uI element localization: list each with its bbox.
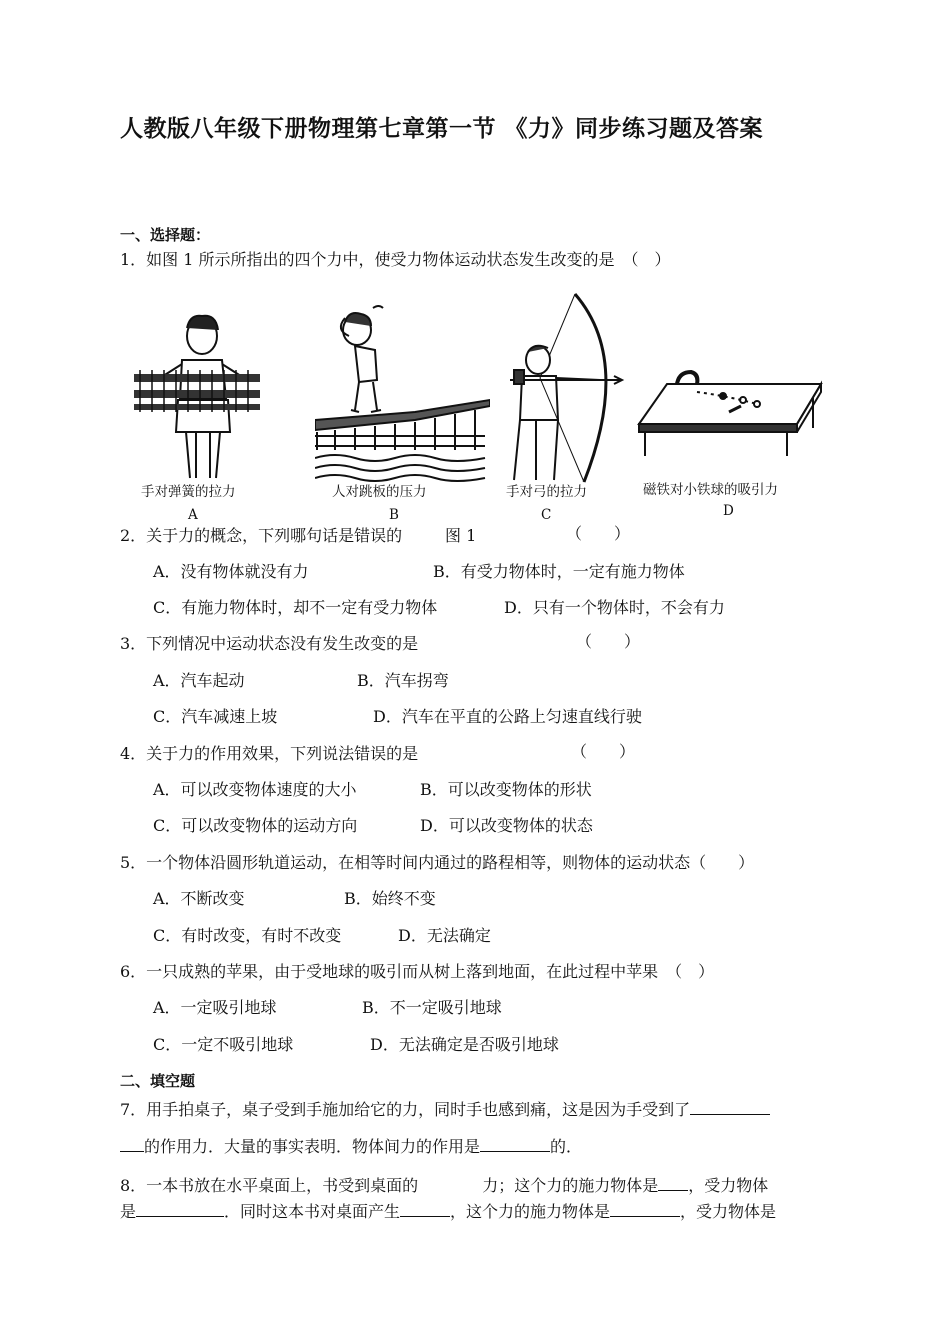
magnet-ball-figure [637,368,823,456]
question-2: 2．关于力的概念，下列哪句话是错误的 [120,526,403,545]
figure-b-caption: 人对跳板的压力 [332,484,427,500]
question-7-text-3: 的． [550,1137,583,1156]
figure-1-label: 图 1 [445,526,477,545]
question-8-text-4: 是 [120,1202,137,1221]
question-5: 5．一个物体沿圆形轨道运动，在相等时间内通过的路程相等，则物体的运动状态（ ） [120,853,755,872]
option-a: A．汽车起动 [153,671,245,690]
question-8-text-7: ，受力物体是 [680,1202,777,1221]
answer-blank[interactable] [610,1202,680,1217]
question-7-line2 [120,1137,582,1155]
question-6: 6．一只成熟的苹果，由于受地球的吸引而从树上落到地面，在此过程中苹果 （ ） [120,962,715,981]
option-c: C．一定不吸引地球 [153,1035,294,1054]
answer-paren: （ ） [571,742,636,761]
option-d: D．无法确定 [398,926,491,945]
page-title: 人教版八年级下册物理第七章第一节 《力》同步练习题及答案 [120,115,764,142]
question-4: 4．关于力的作用效果，下列说法错误的是 [120,744,419,763]
question-1: 1．如图 1 所示所指出的四个力中，使受力物体运动状态发生改变的是 （ ） [120,250,671,269]
question-7-line1 [120,1100,770,1118]
option-c: C．可以改变物体的运动方向 [153,816,358,835]
question-3: 3．下列情况中运动状态没有发生改变的是 [120,634,419,653]
answer-blank[interactable] [480,1137,550,1152]
section-fill-heading: 二、填空题 [120,1072,196,1090]
question-8-text-6: ，这个力的施力物体是 [450,1202,611,1221]
answer-blank[interactable] [658,1176,688,1191]
spring-stretch-figure [130,308,265,480]
option-c: C．汽车减速上坡 [153,707,278,726]
option-b: B．始终不变 [344,889,436,908]
answer-paren: （ ） [576,632,641,651]
option-d: D．无法确定是否吸引地球 [370,1035,559,1054]
question-7-text-1: 7．用手拍桌子，桌子受到手施加给它的力，同时手也感到痛，这是因为手受到了 [120,1100,691,1119]
option-b: B．不一定吸引地球 [362,998,502,1017]
question-7-text-2: 的作用力．大量的事实表明．物体间力的作用是 [144,1137,481,1156]
option-b: B．可以改变物体的形状 [420,780,592,799]
figure-a-letter: A [188,507,198,523]
question-8-text-2: 力；这个力的施力物体是 [482,1176,659,1195]
answer-paren: （ ） [566,524,631,543]
figure-c-caption: 手对弓的拉力 [506,484,587,500]
archer-bow-figure [500,290,625,485]
option-a: A．没有物体就没有力 [153,562,309,581]
answer-blank[interactable] [136,1202,224,1217]
answer-blank[interactable] [690,1100,770,1115]
answer-blank[interactable] [400,1202,450,1217]
option-d: D．只有一个物体时，不会有力 [504,598,725,617]
option-b: B．有受力物体时，一定有施力物体 [433,562,685,581]
option-b: B．汽车拐弯 [357,671,449,690]
answer-blank[interactable] [120,1137,144,1152]
figure-d-letter: D [723,503,734,519]
option-c: C．有施力物体时，却不一定有受力物体 [153,598,438,617]
option-a: A．不断改变 [153,889,245,908]
figure-d-caption: 磁铁对小铁球的吸引力 [643,482,778,498]
question-8-text-3: ，受力物体 [688,1176,769,1195]
figure-b-letter: B [389,507,399,523]
figure-c-letter: C [541,507,552,523]
section-choice-heading: 一、选择题： [120,226,211,244]
question-8-line2 [120,1202,776,1220]
diving-board-figure [315,300,490,482]
option-c: C．有时改变，有时不改变 [153,926,342,945]
option-d: D．汽车在平直的公路上匀速直线行驶 [373,707,642,726]
question-8-line1 [120,1176,768,1194]
question-8-text-5: ．同时这本书对桌面产生 [224,1202,401,1221]
figure-a-caption: 手对弹簧的拉力 [141,484,236,500]
option-a: A．一定吸引地球 [153,998,277,1017]
option-a: A．可以改变物体速度的大小 [153,780,357,799]
option-d: D．可以改变物体的状态 [420,816,593,835]
question-8-text-1: 8．一本书放在水平桌面上，书受到桌面的 [120,1176,419,1195]
